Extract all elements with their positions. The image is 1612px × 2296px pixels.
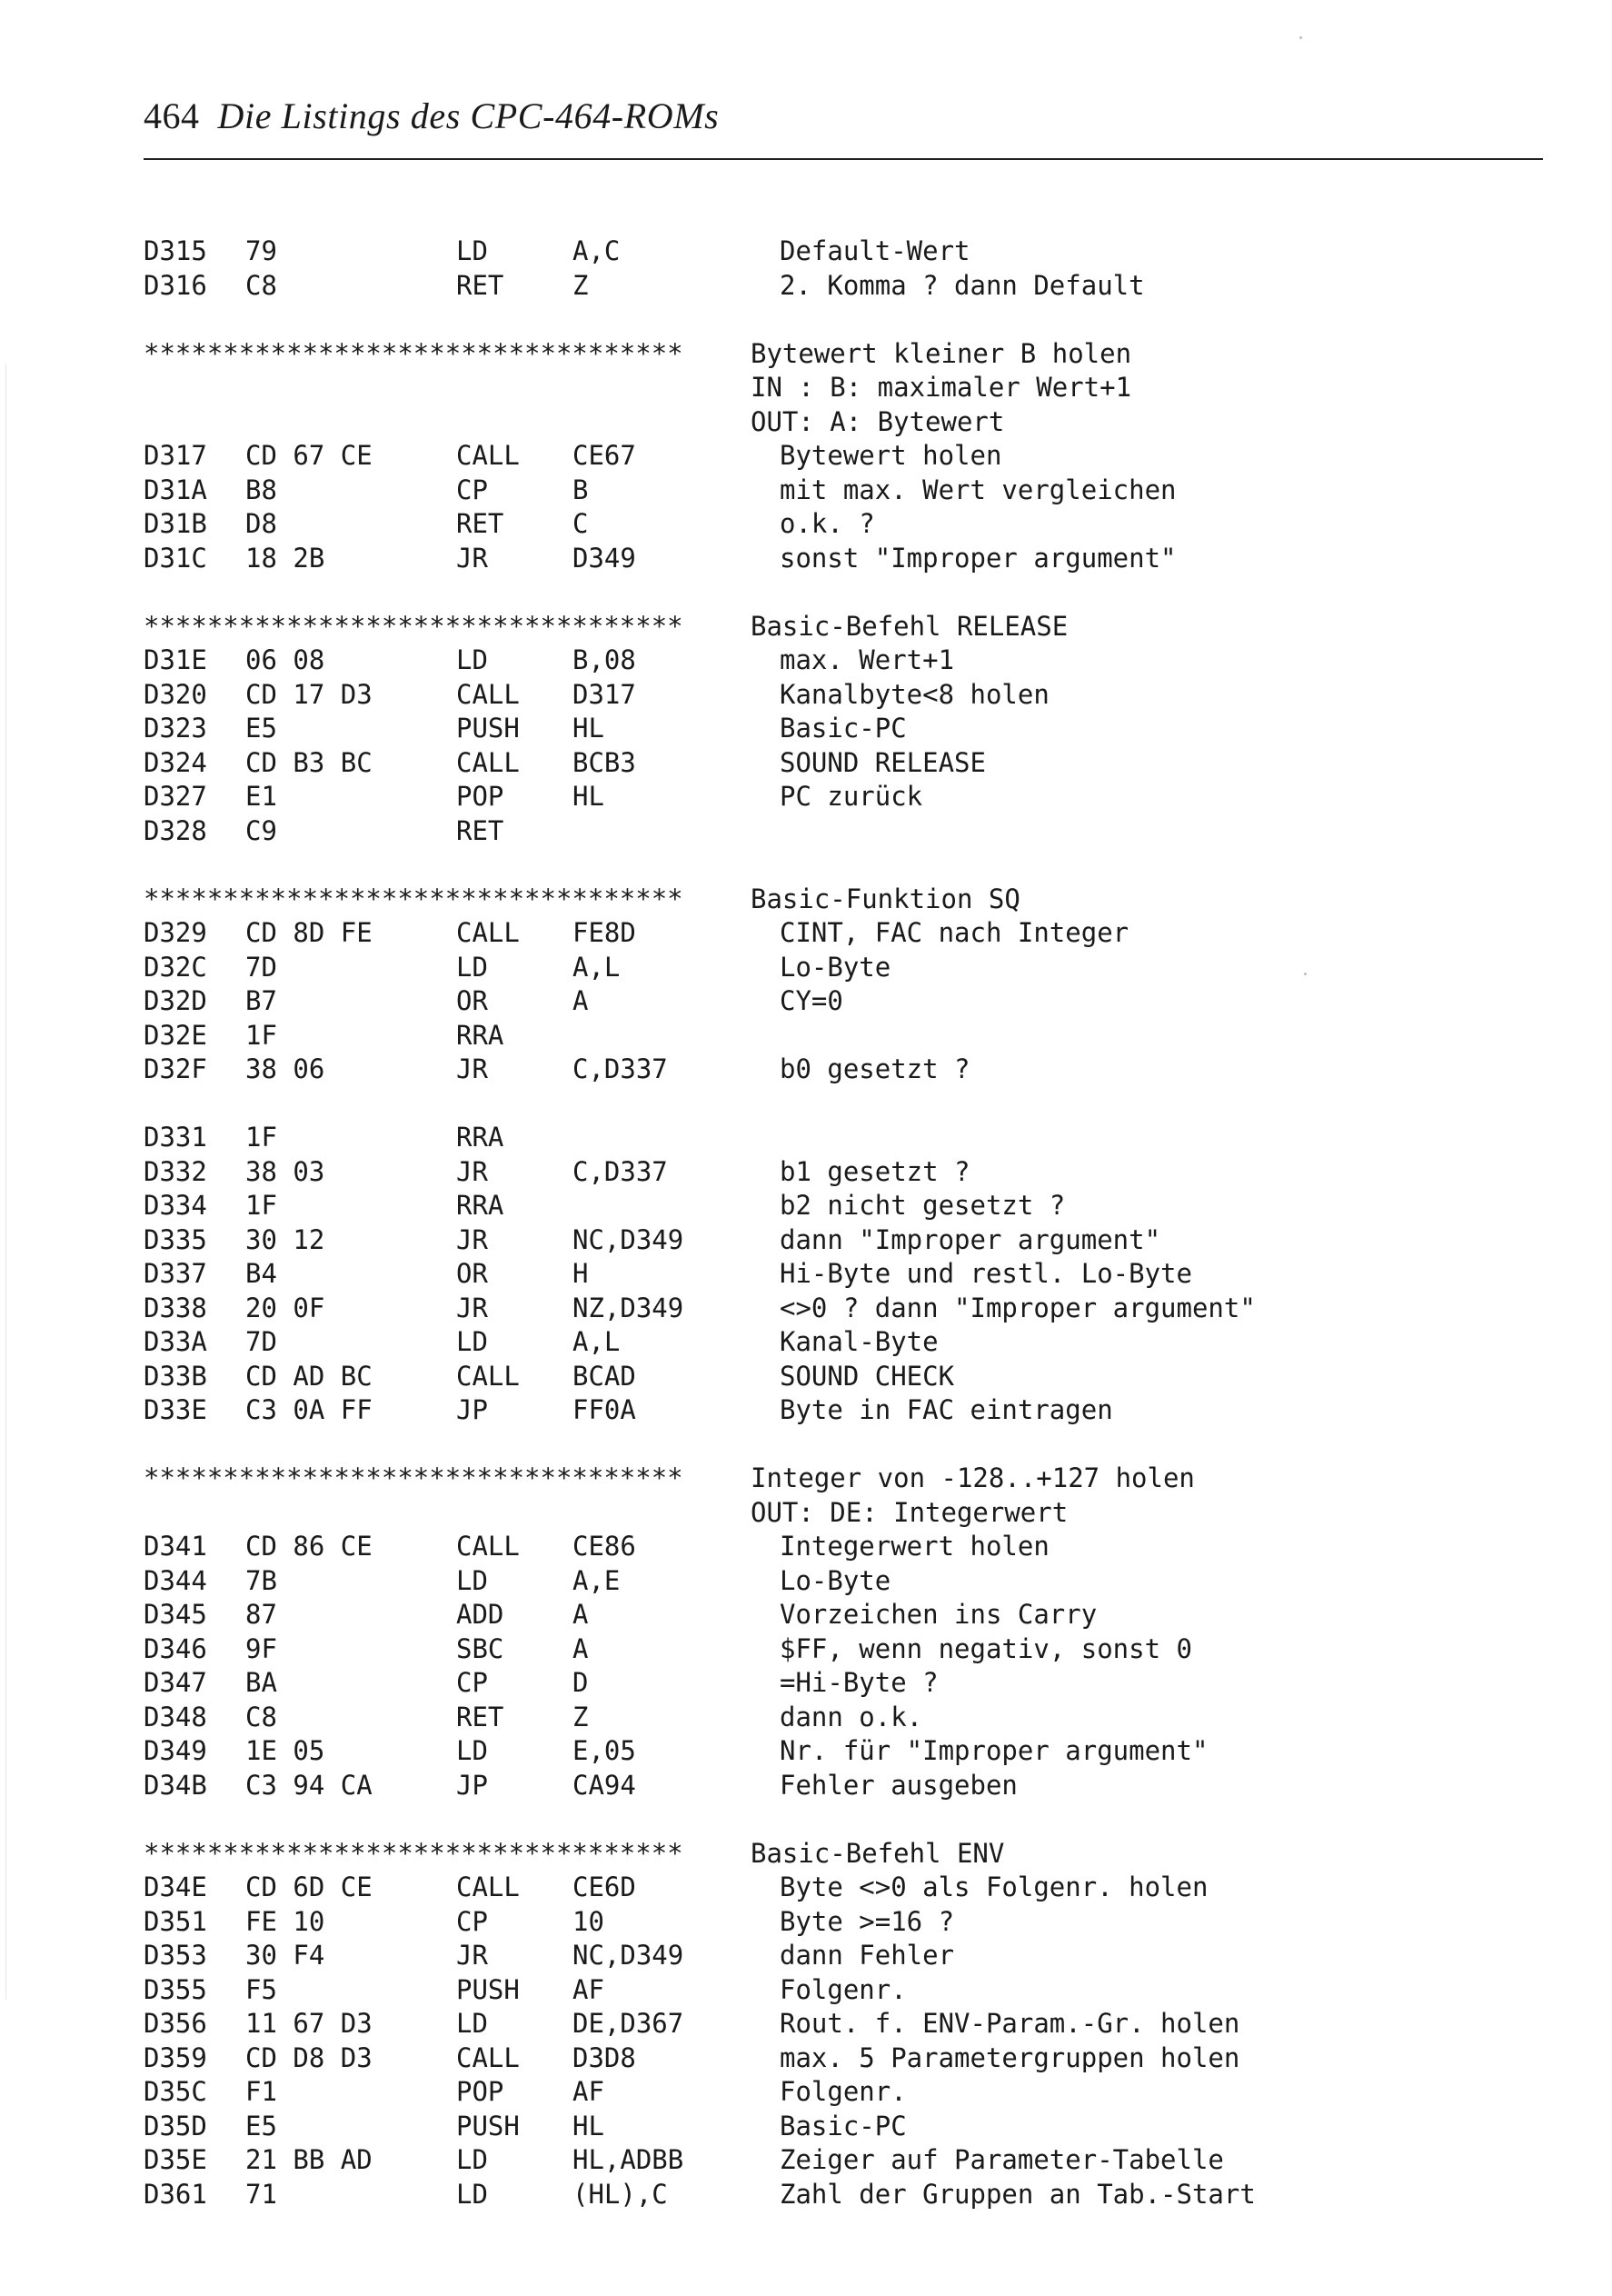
address: D338: [144, 1292, 207, 1323]
opcode-bytes: 7D: [245, 951, 277, 983]
comment: Vorzeichen ins Carry: [780, 1599, 1098, 1630]
separator-stars: **********************************: [144, 1837, 683, 1869]
comment: CINT, FAC nach Integer: [780, 917, 1129, 948]
opcode-bytes: 30 F4: [245, 1940, 325, 1971]
operand: (HL),C: [572, 2178, 668, 2210]
comment: dann "Improper argument": [780, 1223, 1161, 1255]
address: D346: [144, 1632, 207, 1664]
code-line: [144, 1257, 1561, 1292]
opcode-bytes: CD AD BC: [245, 1360, 373, 1392]
code-line: [144, 1189, 1561, 1223]
operand: A: [572, 1599, 589, 1630]
code-line: [144, 1666, 1561, 1701]
address: D332: [144, 1155, 207, 1187]
mnemonic: LD: [456, 2178, 488, 2210]
mnemonic: OR: [456, 985, 488, 1016]
comment: sonst "Improper argument": [780, 542, 1177, 574]
operand: FE8D: [572, 917, 636, 948]
opcode-bytes: 1F: [245, 1019, 277, 1051]
code-line: [144, 814, 1561, 849]
mnemonic: CP: [456, 1905, 488, 1937]
address: D315: [144, 235, 207, 266]
section-heading: OUT: A: Bytewert: [751, 405, 1005, 437]
section-separator: [144, 610, 1561, 644]
address: D33E: [144, 1394, 207, 1425]
address: D31A: [144, 474, 207, 505]
address: D35E: [144, 2144, 207, 2175]
opcode-bytes: CD 67 CE: [245, 440, 373, 471]
code-line: [144, 712, 1561, 746]
address: D335: [144, 1223, 207, 1255]
operand: HL: [572, 713, 604, 744]
code-line: [144, 1598, 1561, 1632]
comment: Nr. für "Improper argument": [780, 1735, 1209, 1766]
address: D34E: [144, 1872, 207, 1902]
address: D329: [144, 917, 207, 948]
opcode-bytes: D8: [245, 508, 277, 539]
address: D35C: [144, 2076, 207, 2107]
code-line: [144, 916, 1561, 951]
mnemonic: JR: [456, 1053, 488, 1084]
operand: BCB3: [572, 746, 636, 778]
code-line: [144, 951, 1561, 985]
code-line: [144, 1121, 1561, 1155]
mnemonic: RET: [456, 269, 504, 301]
blank-line: [144, 575, 1561, 610]
mnemonic: LD: [456, 951, 488, 983]
comment: CY=0: [780, 985, 843, 1016]
mnemonic: POP: [456, 781, 504, 812]
comment: max. 5 Parametergruppen holen: [780, 2041, 1240, 2073]
operand: NZ,D349: [572, 1292, 684, 1323]
operand: C: [572, 508, 589, 539]
comment: Rout. f. ENV-Param.-Gr. holen: [780, 2008, 1240, 2039]
comment: Zahl der Gruppen an Tab.-Start: [780, 2178, 1256, 2210]
comment: b1 gesetzt ?: [780, 1155, 970, 1187]
comment: Zeiger auf Parameter-Tabelle: [780, 2144, 1224, 2175]
comment: Basic-PC: [780, 2110, 907, 2141]
opcode-bytes: C3 0A FF: [245, 1394, 373, 1425]
code-line: [144, 780, 1561, 814]
section-separator: [144, 1837, 1561, 1872]
code-line: [144, 1905, 1561, 1940]
address: D317: [144, 440, 207, 471]
operand: B,08: [572, 644, 636, 675]
separator-stars: **********************************: [144, 883, 683, 914]
mnemonic: JR: [456, 1940, 488, 1971]
comment: b2 nicht gesetzt ?: [780, 1190, 1066, 1221]
mnemonic: LD: [456, 2144, 488, 2175]
comment: Bytewert holen: [780, 440, 1002, 471]
comment: $FF, wenn negativ, sonst 0: [780, 1632, 1192, 1664]
comment: Basic-PC: [780, 713, 907, 744]
operand: D3D8: [572, 2041, 636, 2073]
section-heading-line: [144, 405, 1561, 440]
opcode-bytes: BA: [245, 1667, 277, 1698]
comment: Lo-Byte: [780, 951, 891, 983]
comment: Byte <>0 als Folgenr. holen: [780, 1872, 1209, 1902]
operand: C,D337: [572, 1155, 668, 1187]
opcode-bytes: C8: [245, 1701, 277, 1732]
mnemonic: OR: [456, 1258, 488, 1289]
blank-line: [144, 848, 1561, 883]
mnemonic: RRA: [456, 1190, 504, 1221]
operand: Z: [572, 269, 589, 301]
mnemonic: CALL: [456, 746, 520, 778]
comment: max. Wert+1: [780, 644, 955, 675]
address: D31C: [144, 542, 207, 574]
opcode-bytes: CD D8 D3: [245, 2041, 373, 2073]
mnemonic: CALL: [456, 1872, 520, 1902]
operand: B: [572, 474, 589, 505]
operand: FF0A: [572, 1394, 636, 1425]
operand: NC,D349: [572, 1940, 684, 1971]
opcode-bytes: C8: [245, 269, 277, 301]
address: D356: [144, 2008, 207, 2039]
address: D320: [144, 678, 207, 710]
opcode-bytes: 1F: [245, 1190, 277, 1221]
mnemonic: POP: [456, 2076, 504, 2107]
code-line: [144, 439, 1561, 474]
comment: SOUND RELEASE: [780, 746, 986, 778]
code-line: [144, 1360, 1561, 1394]
address: D33A: [144, 1326, 207, 1357]
operand: AF: [572, 2076, 604, 2107]
address: D316: [144, 269, 207, 301]
mnemonic: RET: [456, 1701, 504, 1732]
page-number: 464: [144, 95, 200, 136]
opcode-bytes: 1E 05: [245, 1735, 325, 1766]
address: D32F: [144, 1053, 207, 1084]
address: D31B: [144, 508, 207, 539]
opcode-bytes: B4: [245, 1258, 277, 1289]
comment: <>0 ? dann "Improper argument": [780, 1292, 1256, 1323]
operand: D: [572, 1667, 589, 1698]
section-heading-line: [144, 1496, 1561, 1531]
operand: AF: [572, 1973, 604, 2005]
mnemonic: CALL: [456, 1360, 520, 1392]
opcode-bytes: CD B3 BC: [245, 746, 373, 778]
comment: SOUND CHECK: [780, 1360, 955, 1392]
address: D359: [144, 2041, 207, 2073]
opcode-bytes: F1: [245, 2076, 277, 2107]
blank-line: [144, 1428, 1561, 1462]
opcode-bytes: 11 67 D3: [245, 2008, 373, 2039]
opcode-bytes: 38 06: [245, 1053, 325, 1084]
mnemonic: JP: [456, 1769, 488, 1801]
comment: b0 gesetzt ?: [780, 1053, 970, 1084]
comment: Integerwert holen: [780, 1531, 1050, 1562]
code-line: [144, 1871, 1561, 1905]
mnemonic: PUSH: [456, 2110, 520, 2141]
mnemonic: RRA: [456, 1122, 504, 1153]
section-heading: IN : B: maximaler Wert+1: [751, 372, 1132, 403]
mnemonic: CALL: [456, 440, 520, 471]
mnemonic: CP: [456, 474, 488, 505]
mnemonic: JR: [456, 1155, 488, 1187]
operand: A,L: [572, 1326, 621, 1357]
code-line: [144, 2110, 1561, 2144]
mnemonic: LD: [456, 1326, 488, 1357]
comment: Folgenr.: [780, 2076, 907, 2107]
assembly-listing: [144, 235, 1561, 2211]
address: D334: [144, 1190, 207, 1221]
comment: mit max. Wert vergleichen: [780, 474, 1177, 505]
address: D347: [144, 1667, 207, 1698]
address: D34B: [144, 1769, 207, 1801]
comment: Byte in FAC eintragen: [780, 1394, 1113, 1425]
mnemonic: RRA: [456, 1019, 504, 1051]
operand: HL: [572, 781, 604, 812]
code-line: [144, 2075, 1561, 2110]
blank-line: [144, 1087, 1561, 1122]
address: D33B: [144, 1360, 207, 1392]
code-line: [144, 2041, 1561, 2076]
separator-stars: **********************************: [144, 337, 683, 369]
mnemonic: RET: [456, 508, 504, 539]
opcode-bytes: 20 0F: [245, 1292, 325, 1323]
opcode-bytes: CD 86 CE: [245, 1531, 373, 1562]
comment: Kanal-Byte: [780, 1326, 939, 1357]
comment: Default-Wert: [780, 235, 970, 266]
code-line: [144, 678, 1561, 713]
section-heading: Integer von -128..+127 holen: [751, 1462, 1195, 1493]
code-line: [144, 1973, 1561, 2008]
section-heading: OUT: DE: Integerwert: [751, 1496, 1069, 1528]
code-line: [144, 1701, 1561, 1735]
operand: CE67: [572, 440, 636, 471]
opcode-bytes: 1F: [245, 1122, 277, 1153]
operand: E,05: [572, 1735, 636, 1766]
section-heading: Basic-Befehl ENV: [751, 1837, 1005, 1869]
code-line: [144, 1155, 1561, 1190]
code-line: [144, 1564, 1561, 1599]
mnemonic: JR: [456, 542, 488, 574]
opcode-bytes: CD 17 D3: [245, 678, 373, 710]
mnemonic: LD: [456, 644, 488, 675]
opcode-bytes: B7: [245, 985, 277, 1016]
opcode-bytes: 7D: [245, 1326, 277, 1357]
comment: dann o.k.: [780, 1701, 923, 1732]
opcode-bytes: 30 12: [245, 1223, 325, 1255]
address: D351: [144, 1905, 207, 1937]
code-line: [144, 235, 1561, 269]
address: D353: [144, 1940, 207, 1971]
opcode-bytes: C3 94 CA: [245, 1769, 373, 1801]
code-line: [144, 1393, 1561, 1428]
operand: D317: [572, 678, 636, 710]
comment: Kanalbyte<8 holen: [780, 678, 1050, 710]
operand: A,E: [572, 1564, 621, 1596]
operand: C,D337: [572, 1053, 668, 1084]
opcode-bytes: 9F: [245, 1632, 277, 1664]
comment: Folgenr.: [780, 1973, 907, 2005]
opcode-bytes: E5: [245, 713, 277, 744]
header-rule: [144, 158, 1543, 160]
blank-line: [144, 303, 1561, 337]
code-line: [144, 2178, 1561, 2212]
opcode-bytes: 7B: [245, 1564, 277, 1596]
code-line: [144, 2007, 1561, 2041]
section-separator: [144, 883, 1561, 917]
mnemonic: CALL: [456, 678, 520, 710]
code-line: [144, 984, 1561, 1019]
opcode-bytes: 21 BB AD: [245, 2144, 373, 2175]
comment: Hi-Byte und restl. Lo-Byte: [780, 1258, 1192, 1289]
mnemonic: JP: [456, 1394, 488, 1425]
code-line: [144, 1632, 1561, 1667]
blank-line: [144, 1802, 1561, 1837]
operand: CE86: [572, 1531, 636, 1562]
address: D331: [144, 1122, 207, 1153]
code-line: [144, 474, 1561, 508]
comment: dann Fehler: [780, 1940, 955, 1971]
code-line: [144, 644, 1561, 678]
opcode-bytes: 87: [245, 1599, 277, 1630]
mnemonic: PUSH: [456, 713, 520, 744]
mnemonic: CALL: [456, 1531, 520, 1562]
mnemonic: LD: [456, 1564, 488, 1596]
section-separator: [144, 337, 1561, 372]
operand: BCAD: [572, 1360, 636, 1392]
opcode-bytes: CD 6D CE: [245, 1872, 373, 1902]
opcode-bytes: 18 2B: [245, 542, 325, 574]
code-line: [144, 746, 1561, 781]
operand: A: [572, 1632, 589, 1664]
opcode-bytes: 79: [245, 235, 277, 266]
opcode-bytes: B8: [245, 474, 277, 505]
opcode-bytes: CD 8D FE: [245, 917, 373, 948]
mnemonic: JR: [456, 1223, 488, 1255]
operand: HL: [572, 2110, 604, 2141]
code-line: [144, 542, 1561, 576]
operand: D349: [572, 542, 636, 574]
address: D344: [144, 1564, 207, 1596]
scan-speck: [1299, 36, 1302, 39]
comment: Byte >=16 ?: [780, 1905, 955, 1937]
opcode-bytes: C9: [245, 814, 277, 846]
code-line: [144, 1053, 1561, 1087]
operand: 10: [572, 1905, 604, 1937]
operand: A,L: [572, 951, 621, 983]
code-line: [144, 1292, 1561, 1326]
mnemonic: LD: [456, 2008, 488, 2039]
address: D327: [144, 781, 207, 812]
mnemonic: PUSH: [456, 1973, 520, 2005]
comment: =Hi-Byte ?: [780, 1667, 939, 1698]
opcode-bytes: FE 10: [245, 1905, 325, 1937]
operand: H: [572, 1258, 589, 1289]
code-line: [144, 1325, 1561, 1360]
opcode-bytes: 38 03: [245, 1155, 325, 1187]
address: D324: [144, 746, 207, 778]
code-line: [144, 2143, 1561, 2178]
opcode-bytes: E5: [245, 2110, 277, 2141]
mnemonic: ADD: [456, 1599, 504, 1630]
address: D345: [144, 1599, 207, 1630]
address: D323: [144, 713, 207, 744]
address: D348: [144, 1701, 207, 1732]
page-title: Die Listings des CPC-464-ROMs: [217, 95, 720, 136]
code-line: [144, 1734, 1561, 1769]
section-heading: Basic-Funktion SQ: [751, 883, 1020, 914]
page-header: [144, 95, 1543, 149]
opcode-bytes: E1: [245, 781, 277, 812]
mnemonic: RET: [456, 814, 504, 846]
code-line: [144, 1019, 1561, 1053]
address: D328: [144, 814, 207, 846]
opcode-bytes: 06 08: [245, 644, 325, 675]
comment: o.k. ?: [780, 508, 875, 539]
operand: CA94: [572, 1769, 636, 1801]
comment: 2. Komma ? dann Default: [780, 269, 1145, 301]
operand: CE6D: [572, 1872, 636, 1902]
section-separator: [144, 1462, 1561, 1496]
mnemonic: CALL: [456, 917, 520, 948]
operand: HL,ADBB: [572, 2144, 684, 2175]
opcode-bytes: F5: [245, 1973, 277, 2005]
operand: NC,D349: [572, 1223, 684, 1255]
mnemonic: JR: [456, 1292, 488, 1323]
separator-stars: **********************************: [144, 610, 683, 642]
mnemonic: CALL: [456, 2041, 520, 2073]
operand: A: [572, 985, 589, 1016]
comment: Lo-Byte: [780, 1564, 891, 1596]
code-line: [144, 507, 1561, 542]
code-line: [144, 1530, 1561, 1564]
operand: DE,D367: [572, 2008, 684, 2039]
address: D341: [144, 1531, 207, 1562]
address: D32E: [144, 1019, 207, 1051]
section-heading: Bytewert kleiner B holen: [751, 337, 1132, 369]
address: D32D: [144, 985, 207, 1016]
address: D355: [144, 1973, 207, 2005]
opcode-bytes: 71: [245, 2178, 277, 2210]
comment: Fehler ausgeben: [780, 1769, 1018, 1801]
mnemonic: LD: [456, 235, 488, 266]
address: D349: [144, 1735, 207, 1766]
address: D35D: [144, 2110, 207, 2141]
mnemonic: LD: [456, 1735, 488, 1766]
address: D361: [144, 2178, 207, 2210]
code-line: [144, 1939, 1561, 1973]
mnemonic: CP: [456, 1667, 488, 1698]
separator-stars: **********************************: [144, 1462, 683, 1493]
code-line: [144, 1223, 1561, 1258]
address: D32C: [144, 951, 207, 983]
operand: A,C: [572, 235, 621, 266]
code-line: [144, 1769, 1561, 1803]
mnemonic: SBC: [456, 1632, 504, 1664]
address: D337: [144, 1258, 207, 1289]
comment: PC zurück: [780, 781, 923, 812]
address: D31E: [144, 644, 207, 675]
operand: Z: [572, 1701, 589, 1732]
section-heading: Basic-Befehl RELEASE: [751, 610, 1069, 642]
code-line: [144, 269, 1561, 304]
section-heading-line: [144, 371, 1561, 405]
scan-margin-line: [5, 364, 6, 2000]
